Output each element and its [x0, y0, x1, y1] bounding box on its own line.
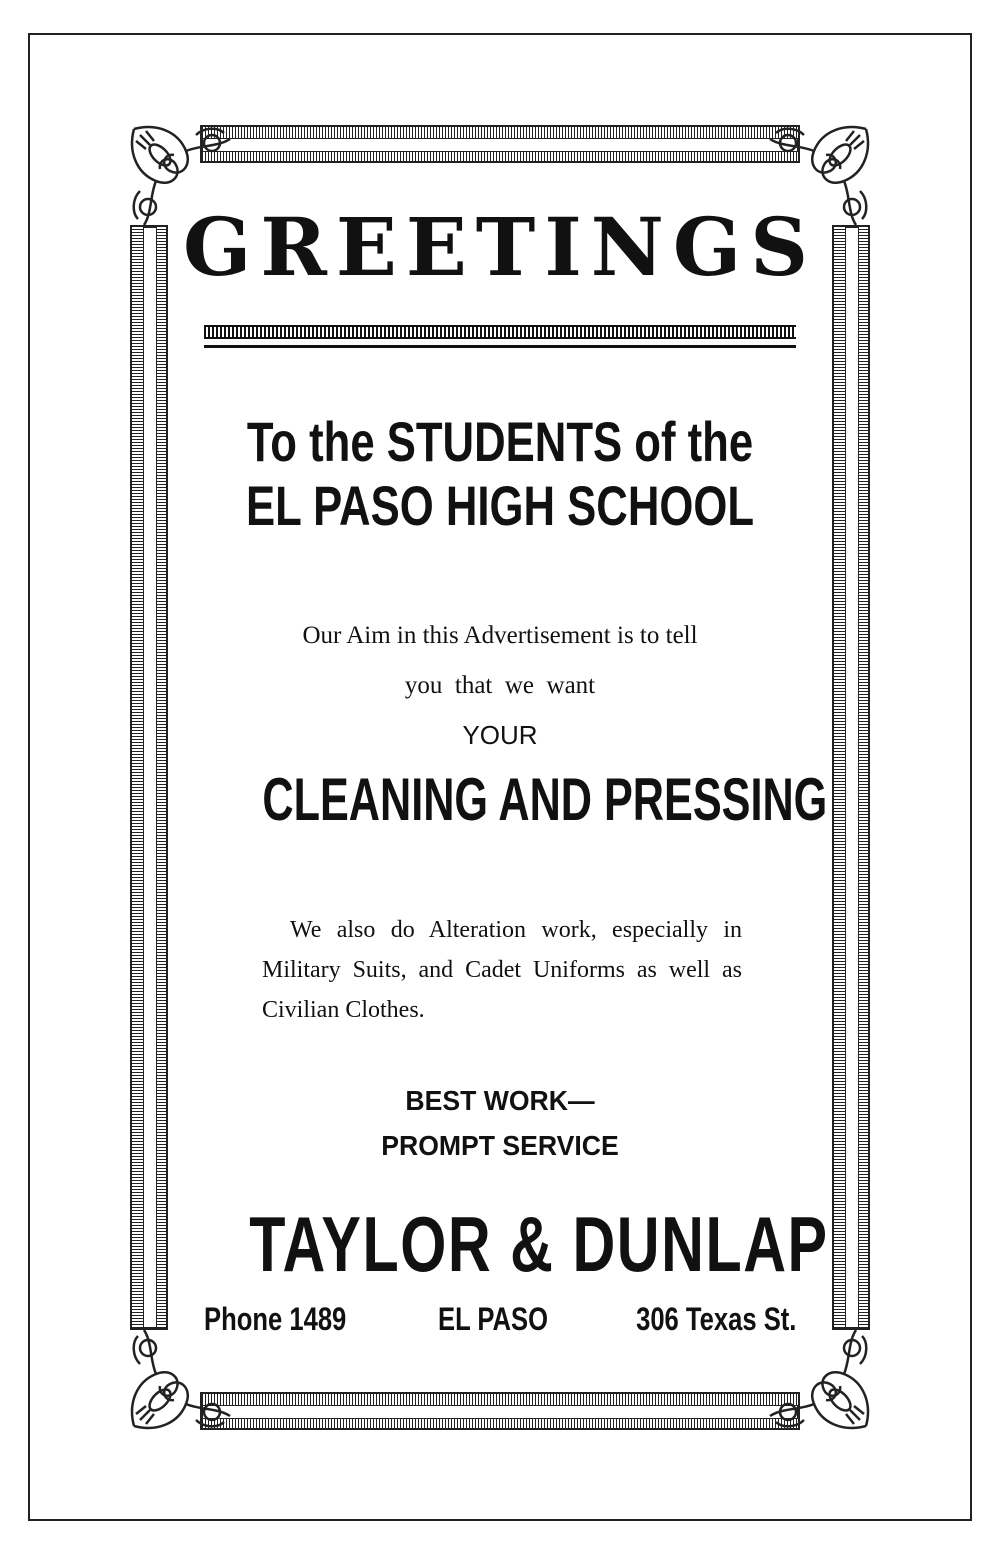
service-headline: CLEANING AND PRESSING [262, 766, 828, 833]
decorative-rule [204, 325, 796, 339]
border-band-bottom [200, 1392, 800, 1430]
students-heading [243, 410, 758, 538]
aim-line-1: Our Aim in this Advertisement is to tell [302, 622, 698, 649]
students-line-2: EL PASO HIGH SCHOOL [245, 474, 755, 537]
border-band-left [130, 225, 168, 1330]
best-work-text: BEST WORK— [405, 1085, 595, 1116]
city-name: EL PASO [438, 1301, 549, 1337]
company-name: TAYLOR & DUNLAP [249, 1200, 829, 1288]
border-band-top [200, 125, 800, 163]
alteration-paragraph: We also do Alteration work, especially in Military Suits, and Cadet Uniforms as well as Civilian Clothes. [262, 917, 742, 1023]
border-band-right [832, 225, 870, 1330]
phone-number: Phone 1489 [204, 1301, 347, 1337]
decorative-rule-thin [204, 345, 796, 348]
students-line-1: To the STUDENTS of the [246, 410, 754, 473]
aim-line-2: you that we want [404, 672, 596, 699]
greeting-heading: GREETINGS [183, 200, 817, 294]
advertisement-content [170, 165, 830, 1390]
street-address: 306 Texas St. [635, 1301, 796, 1337]
slogan [187, 1078, 814, 1168]
prompt-service-text: PROMPT SERVICE [381, 1130, 619, 1161]
your-text: YOUR [462, 720, 538, 750]
